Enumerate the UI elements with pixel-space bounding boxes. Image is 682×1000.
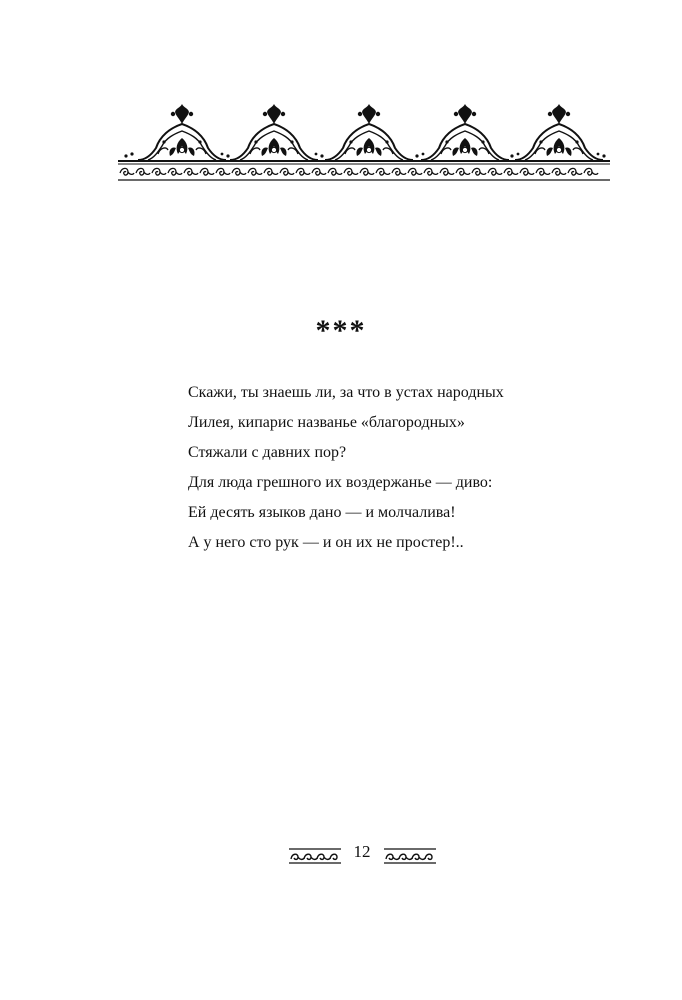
section-separator: *** bbox=[315, 314, 367, 347]
poem-line: Для люда грешного их воздержанье — диво: bbox=[188, 474, 493, 491]
poem-line: Скажи, ты знаешь ли, за что в устах народных bbox=[188, 384, 504, 401]
poem-text bbox=[188, 378, 628, 558]
footer-left-ornament-icon bbox=[289, 847, 341, 865]
footer-right-ornament-icon bbox=[384, 847, 436, 865]
poem-line: Лилея, кипарис названье «благородных» bbox=[188, 414, 465, 431]
poem-line: А у него сто рук — и он их не простер!.. bbox=[188, 534, 464, 551]
top-ornament-border bbox=[118, 104, 610, 184]
page-footer bbox=[0, 840, 682, 870]
poem-line: Ей десять языков дано — и молчалива! bbox=[188, 504, 456, 521]
poem-line: Стяжали с давних пор? bbox=[188, 444, 347, 461]
page-number: 12 bbox=[353, 842, 371, 861]
